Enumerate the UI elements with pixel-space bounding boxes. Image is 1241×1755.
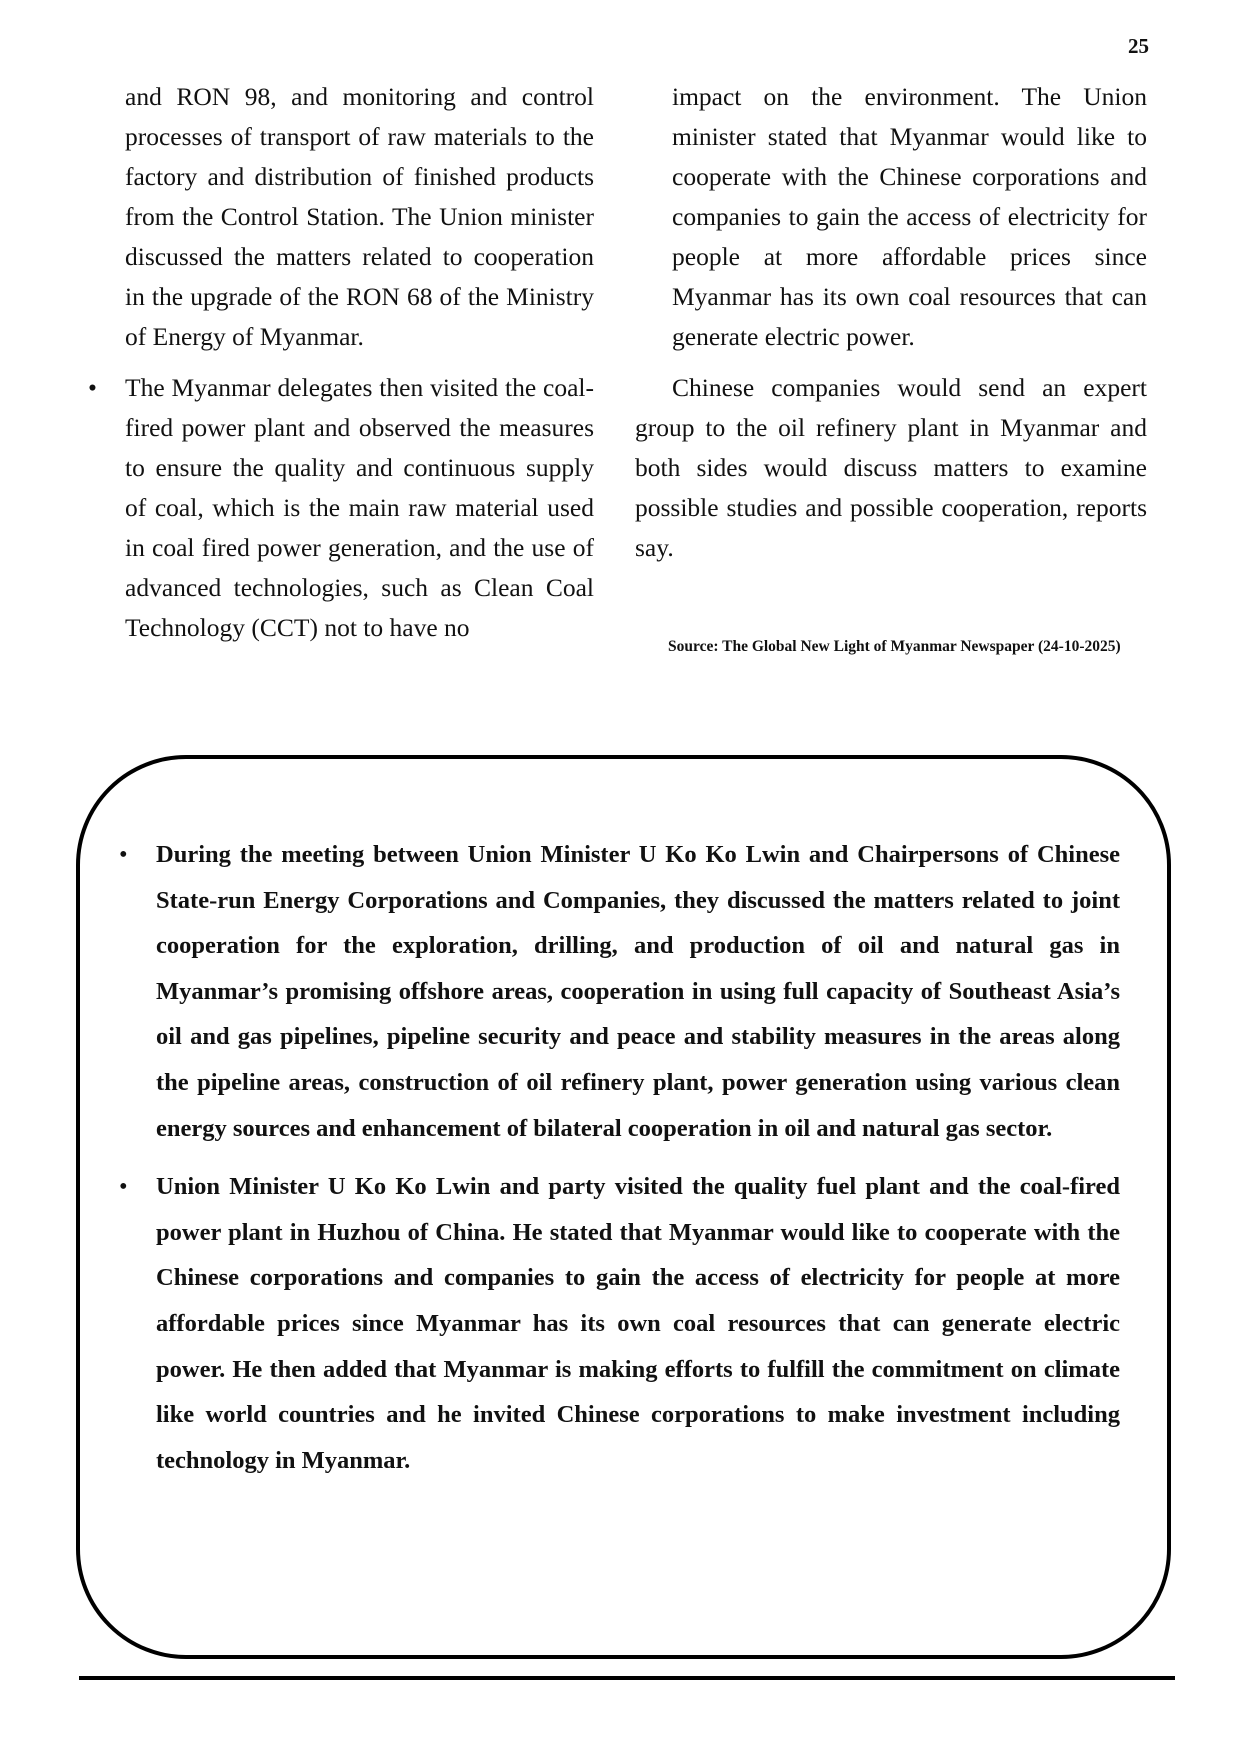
bottom-rule-divider: [79, 1676, 1175, 1680]
left-bullet-item: [88, 368, 594, 648]
right-paragraph-2: Chinese companies would send an expert group to the oil refinery plant in Myanmar and both sides would discuss matters to examine possible studies and possible cooperation, reports say.: [635, 373, 1147, 562]
left-paragraph-continued: and RON 98, and monitoring and control processes of transport of raw materials to the factory and distribution of finished products from the Control Station. The Union minister discussed the matters related to cooperation in the upgrade of the RON 68 of the Ministry of Energy of Myanmar.: [125, 82, 594, 351]
left-bullet-text: The Myanmar delegates then visited the coal-fired power plant and observed the measures to ensure the quality and continuous supply of coal, which is the main raw material used in coal fired power generation, and the use of advanced technologies, such as Clean Coal Technology (CCT) not to have no: [125, 373, 594, 642]
source-citation: Source: The Global New Light of Myanmar Newspaper (24-10-2025): [668, 638, 1121, 655]
summary-list: [119, 832, 1120, 1496]
summary-item-meeting: [119, 832, 1120, 1151]
page-number: 25: [1128, 34, 1149, 58]
bullet-icon: •: [88, 373, 97, 402]
right-column: [635, 77, 1147, 568]
summary-item-text: Union Minister U Ko Ko Lwin and party visited the quality fuel plant and the coal-fired power plant in Huzhou of China. He stated that Myanmar would like to cooperate with the Chinese corporations and companies to gain the access of electricity for people at more affordable prices since Myanmar has its own coal resources that can generate electric power. He then added that Myanmar is making efforts to fulfill the commitment on climate like world countries and he invited Chinese corporations to make investment including technology in Myanmar.: [156, 1173, 1120, 1474]
right-paragraph-continued: impact on the environment. The Union minister stated that Myanmar would like to cooperate with the Chinese corporations and companies to gain the access of electricity for people at more affordable prices since Myanmar has its own coal resources that can generate electric power.: [672, 82, 1147, 351]
bullet-icon: •: [119, 841, 128, 868]
bullet-icon: •: [119, 1173, 128, 1201]
left-column: [88, 77, 594, 648]
summary-item-visit: [119, 1164, 1120, 1483]
summary-item-text: During the meeting between Union Minister U Ko Ko Lwin and Chairpersons of Chinese State-run Energy Corporations and Companies, they discussed the matters related to joint cooperation for the exploration, drilling, and production of oil and natural gas in Myanmar’s promising offshore areas, cooperation in using full capacity of Southeast Asia’s oil and gas pipelines, pipeline security and peace and stability measures in the areas along the pipeline areas, construction of oil refinery plant, power generation using various clean energy sources and enhancement of bilateral cooperation in oil and natural gas sector.: [156, 841, 1120, 1142]
